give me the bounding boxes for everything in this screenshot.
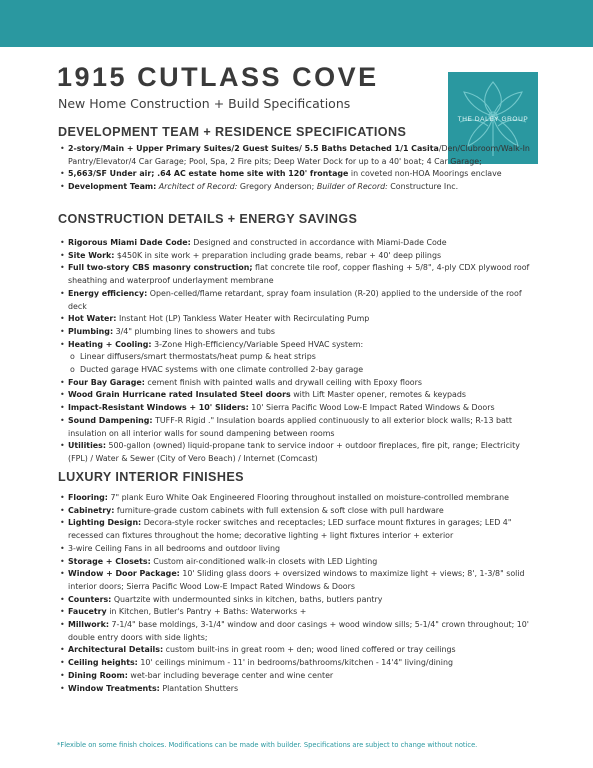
development-list (58, 143, 538, 194)
list-item: • Rigorous Miami Dade Code: Designed and constructed in accordance with Miami-Dade Code (60, 238, 447, 247)
section-heading-construction: CONSTRUCTION DETAILS + ENERGY SAVINGS (58, 212, 358, 226)
page-subtitle: New Home Construction + Build Specifications (58, 96, 351, 111)
construction-list (58, 237, 538, 466)
list-item: • 3-wire Ceiling Fans in all bedrooms and outdoor living (60, 543, 280, 553)
list-item: • Utilities: 500-gallon (owned) liquid-propane tank to service indoor + outdoor fireplaces, fire pit, range; Electricity (FPL) / Water & Sewer (City of Vero Beach) / Internet (Comcast) (60, 441, 520, 463)
hvac-sublist (68, 351, 538, 376)
list-item: • 2-story/Main + Upper Primary Suites/2 Guest Suites/ 5.5 Baths Detached 1/1 Casita/Den/Clubroom/Walk-In Pantry/Elevator/4 Car Garage; Pool, Spa, 2 Fire pits; Deep Water Dock for up to a 40' boat; 4 Car Garage; (60, 144, 530, 166)
sub-list-item: o Ducted garage HVAC systems with one climate controlled 2-bay garage (70, 365, 364, 375)
list-item: • Plumbing: 3/4" plumbing lines to showers and tubs (60, 326, 276, 336)
page-title: 1915 CUTLASS COVE (57, 62, 379, 92)
logo-text: THE DALEY GROUP (457, 116, 529, 123)
list-item: • Hot Water: Instant Hot (LP) Tankless Water Heater with Recirculating Pump (60, 314, 370, 324)
list-item: • Development Team: Architect of Record: Gregory Anderson; Builder of Record: Constructure Inc. (60, 182, 459, 192)
sub-list-item: o Linear diffusers/smart thermostats/heat pump & heat strips (70, 352, 316, 362)
list-item: • Energy efficiency: Open-celled/flame retardant, spray foam insulation (R-20) applied to the underside of the roof deck (60, 288, 522, 311)
list-item: • Dining Room: wet-bar including beverage center and wine center (60, 670, 334, 680)
list-item: • Window + Door Package: 10' Sliding glass doors + oversized windows to maximize light + views; 8', 1-3/8" solid interior doors; Sierra Pacific Wood Low-E Impact Rated Windows & Doors (60, 569, 525, 591)
footnote: *Flexible on some finish choices. Modifications can be made with builder. Specifications are subject to change without notice. (57, 741, 478, 749)
top-banner (0, 0, 593, 47)
list-item: • Faucetry in Kitchen, Butler's Pantry + Baths: Waterworks + (60, 607, 307, 617)
list-item: • Sound Dampening: TUFF-R Rigid ." Insulation boards applied continuously to all exterior block walls; R-13 batt insulation on all interior walls for sound dampening between rooms (60, 415, 512, 438)
list-item: • Storage + Closets: Custom air-conditioned walk-in closets with LED Lighting (60, 556, 378, 566)
list-item: • 5,663/SF Under air; .64 AC estate home site with 120' frontage in coveted non-HOA Moorings enclave (60, 169, 502, 179)
list-item: • Window Treatments: Plantation Shutters (60, 683, 239, 693)
list-item: • Wood Grain Hurricane rated Insulated Steel doors with Lift Master opener, remotes & keypads (60, 390, 466, 400)
list-item: • Architectural Details: custom built-ins in great room + den; wood lined coffered or tray ceilings (60, 645, 456, 655)
list-item: • Counters: Quartzite with undermounted sinks in kitchen, baths, butlers pantry (60, 594, 383, 604)
list-item: • Flooring: 7" plank Euro White Oak Engineered Flooring throughout installed on moisture-controlled membrane (60, 493, 509, 502)
section-heading-interior: LUXURY INTERIOR FINISHES (58, 470, 244, 484)
list-item: • Millwork: 7-1/4" base moldings, 3-1/4" window and door casings + wood window sills; 5-1/4" crown throughout; 10' double entry doors with side lights; (60, 620, 529, 642)
list-item: • Four Bay Garage: cement finish with painted walls and drywall ceiling with Epoxy floors (60, 377, 422, 387)
section-heading-development: DEVELOPMENT TEAM + RESIDENCE SPECIFICATIONS (58, 125, 407, 139)
list-item: • Ceiling heights: 10' ceilings minimum - 11' in bedrooms/bathrooms/kitchen - 14'4" living/dining (60, 658, 453, 668)
list-item: • Impact-Resistant Windows + 10' Sliders: 10' Sierra Pacific Wood Low-E Impact Rated Windows & Doors (60, 403, 495, 413)
interior-list (58, 492, 538, 695)
list-item: • Cabinetry: furniture-grade custom cabinets with full extension & soft close with pull hardware (60, 505, 444, 515)
list-item: • Full two-story CBS masonry construction; flat concrete tile roof, copper flashing + 5/8", 4-ply CDX plywood roof sheathing and waterproof underlayment membrane (60, 263, 530, 286)
list-item: • Heating + Cooling: 3-Zone High-Efficiency/Variable Speed HVAC system: o Linear diffusers/smart thermostats/heat pump & heat strips o Ducted garage HVAC systems with one climate controlled 2-bay garage (58, 339, 538, 377)
list-item: • Lighting Design: Decora-style rocker switches and receptacles; LED surface mount fixtures in garages; LED 4" recessed can fixtures throughout the home; decorative lighting + light fixtures interior + exterior (60, 518, 512, 541)
list-item: • Site Work: $450K in site work + preparation including grade beams, rebar + 40' deep pilings (60, 250, 442, 260)
